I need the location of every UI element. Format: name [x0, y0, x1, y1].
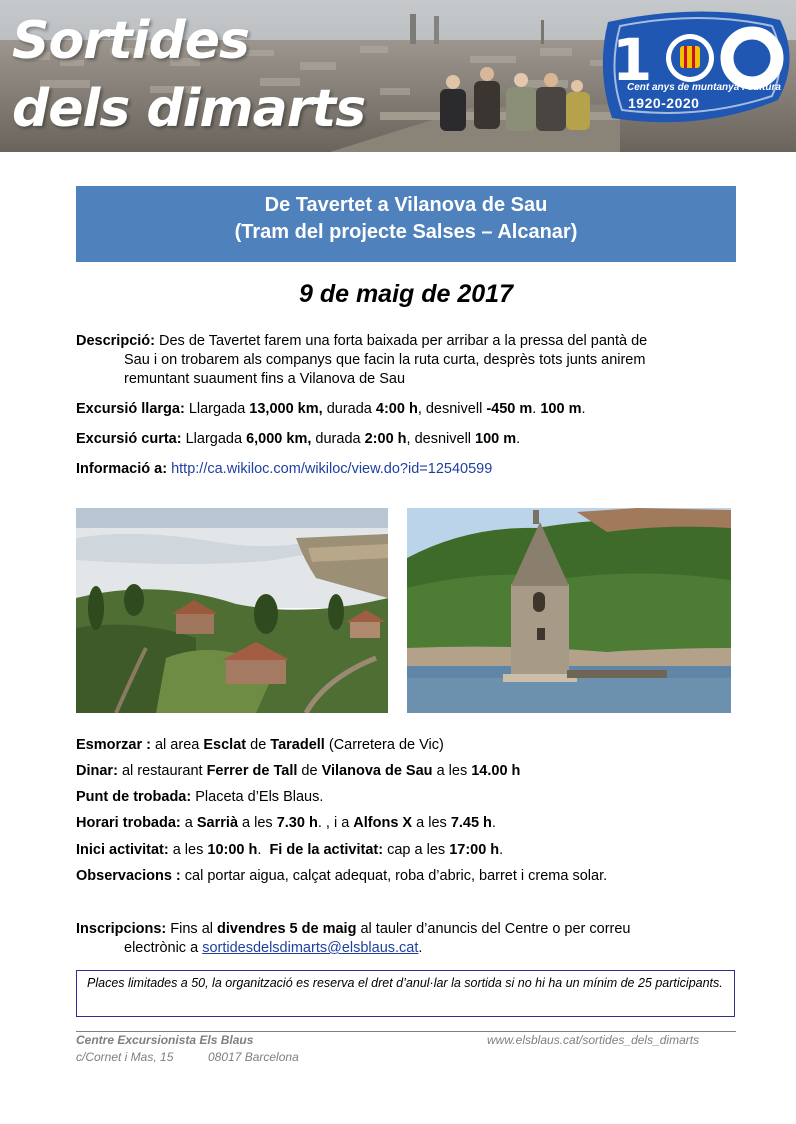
- breakfast-town: Taradell: [270, 737, 325, 753]
- meeting-point-value: Placeta d’Els Blaus.: [195, 789, 324, 805]
- excursion-date: 9 de maig de 2017: [298, 280, 513, 308]
- text: .: [257, 842, 262, 858]
- text: Fins al: [170, 921, 213, 937]
- long-route-ascent: 100 m: [540, 401, 582, 417]
- meeting-place-2: Alfons X: [353, 815, 413, 831]
- text: cap a les: [387, 842, 446, 858]
- header-banner: [0, 0, 796, 152]
- short-route-ascent: 100 m: [475, 431, 517, 447]
- footer-organization: Centre Excursionista Els Blaus: [76, 1033, 254, 1047]
- text: .: [532, 401, 537, 417]
- svg-text:1: 1: [612, 26, 653, 94]
- text: durada: [326, 401, 372, 417]
- lunch-line: [76, 762, 520, 781]
- text: , desnivell: [406, 431, 472, 447]
- meeting-point-line: [76, 788, 323, 807]
- activity-time-line: [76, 841, 503, 860]
- text: a les: [436, 763, 468, 779]
- text: al tauler d’anuncis del Centre o per correu: [360, 921, 631, 937]
- long-route-descent: -450 m: [486, 401, 533, 417]
- registration-deadline: divendres 5 de maig: [217, 921, 357, 937]
- text: al area: [154, 737, 200, 753]
- text: .: [499, 842, 504, 858]
- footer-postcode: 08017 Barcelona: [208, 1050, 299, 1064]
- short-route-distance: 6,000 km,: [246, 431, 312, 447]
- meeting-time-line: [76, 814, 496, 833]
- text: electrònic a: [124, 940, 199, 956]
- text: Llargada: [188, 401, 246, 417]
- activity-start-label: Inici activitat:: [76, 842, 169, 858]
- text: a les: [416, 815, 447, 831]
- excursion-title: De Tavertet a Vilanova de Sau: [264, 194, 548, 216]
- description-line1: Des de Tavertet farem una forta baixada per arribar a la pressa del pantà de: [159, 333, 648, 349]
- text: de: [301, 763, 318, 779]
- short-route-duration: 2:00 h: [364, 431, 407, 447]
- text: .: [581, 401, 586, 417]
- tavertet-landscape-photo: [76, 508, 388, 713]
- description-line3: remuntant suaument fins a Vilanova de Sau: [124, 371, 406, 387]
- info-line: [76, 460, 492, 479]
- meeting-time-label: Horari trobada:: [76, 815, 181, 831]
- activity-start-time: 10:00 h: [207, 842, 258, 858]
- text: a les: [242, 815, 273, 831]
- text: , desnivell: [417, 401, 483, 417]
- meeting-time-1: 7.30 h: [276, 815, 318, 831]
- logo-years: 1920-2020: [628, 95, 700, 111]
- description-section: [76, 332, 736, 389]
- lunch-time: 14.00 h: [471, 763, 521, 779]
- banner-title-line2: dels dimarts: [12, 79, 366, 139]
- breakfast-line: [76, 736, 444, 755]
- text: . , i a: [317, 815, 350, 831]
- text: (Carretera de Vic): [328, 737, 444, 753]
- long-route-duration: 4:00 h: [375, 401, 418, 417]
- observations-line: [76, 867, 607, 886]
- meeting-place-1: Sarrià: [196, 815, 239, 831]
- short-route-line: [76, 430, 520, 449]
- registration-email-link[interactable]: sortidesdelsdimarts@elsblaus.cat: [202, 940, 419, 956]
- registration-label: Inscripcions:: [76, 921, 167, 937]
- long-route-label: Excursió llarga:: [76, 401, 185, 417]
- footer-website-link[interactable]: www.elsblaus.cat/sortides_dels_dimarts: [487, 1033, 700, 1047]
- lunch-restaurant: Ferrer de Tall: [206, 763, 298, 779]
- registration-section: [76, 920, 736, 958]
- breakfast-place: Esclat: [203, 737, 247, 753]
- excursion-title-box: [76, 186, 736, 262]
- wikiloc-link[interactable]: http://ca.wikiloc.com/wikiloc/view.do?id=12540599: [171, 461, 493, 477]
- description-label: Descripció:: [76, 333, 155, 349]
- breakfast-label: Esmorzar :: [76, 737, 151, 753]
- text: de: [250, 737, 267, 753]
- lunch-town: Vilanova de Sau: [321, 763, 433, 779]
- observations-label: Observacions :: [76, 868, 181, 884]
- text: .: [516, 431, 521, 447]
- text: durada: [315, 431, 361, 447]
- sant-roma-de-sau-bell-tower-photo: [407, 508, 731, 713]
- activity-end-label: Fi de la activitat:: [269, 842, 384, 858]
- participants-notice: Places limitades a 50, la organització es reserva el dret d’anul·lar la sortida si no hi ha un mínim de 25 participants.: [76, 970, 735, 1017]
- logo-caption: Cent anys de muntanya i cultura: [627, 82, 781, 93]
- observations-value: cal portar aigua, calçat adequat, roba d’abric, barret i crema solar.: [184, 868, 608, 884]
- lunch-label: Dinar:: [76, 763, 118, 779]
- text: a: [184, 815, 193, 831]
- short-route-label: Excursió curta:: [76, 431, 182, 447]
- info-label: Informació a:: [76, 461, 168, 477]
- excursion-subtitle: (Tram del projecte Salses – Alcanar): [234, 221, 578, 243]
- meeting-time-2: 7.45 h: [450, 815, 492, 831]
- activity-end-time: 17:00 h: [449, 842, 500, 858]
- meeting-point-label: Punt de trobada:: [76, 789, 192, 805]
- text: .: [491, 815, 496, 831]
- text: .: [418, 940, 423, 956]
- text: a les: [172, 842, 204, 858]
- long-route-line: [76, 400, 586, 419]
- long-route-distance: 13,000 km,: [249, 401, 323, 417]
- text: Llargada: [185, 431, 243, 447]
- text: al restaurant: [121, 763, 203, 779]
- description-line2: Sau i on trobarem als companys que facin la ruta curta, desprès tots junts anirem: [124, 352, 646, 368]
- footer-address: c/Cornet i Mas, 15: [76, 1050, 174, 1064]
- banner-title-line1: Sortides: [12, 11, 249, 71]
